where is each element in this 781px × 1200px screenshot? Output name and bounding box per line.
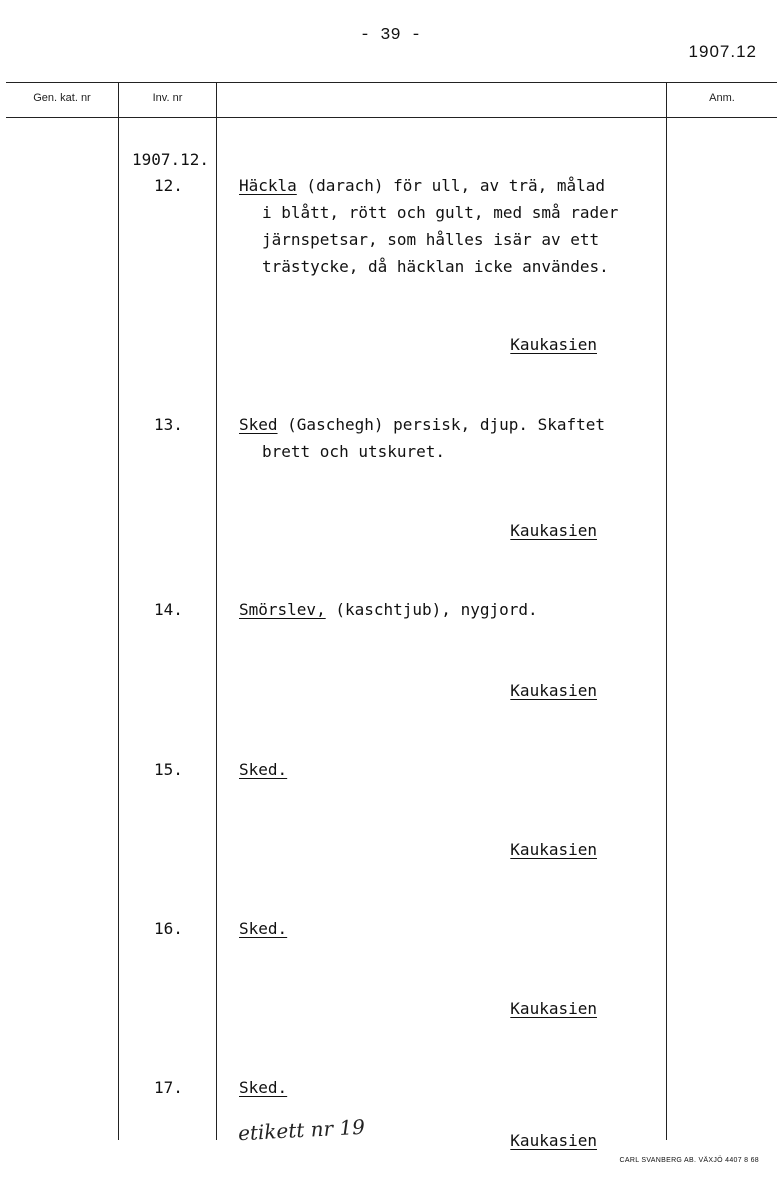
region-label: Kaukasien xyxy=(510,521,597,540)
entry-description xyxy=(239,915,287,942)
reference-number: 1907.12 xyxy=(688,42,757,61)
printer-mark: CARL SVANBERG AB. VÄXJÖ 4407 8 68 xyxy=(619,1157,759,1164)
inventory-number: 13. xyxy=(154,415,183,434)
region-label: Kaukasien xyxy=(510,999,597,1018)
region-label: Kaukasien xyxy=(510,335,597,354)
entry-description xyxy=(239,756,287,783)
entry-title: Sked. xyxy=(239,919,288,938)
entry-line: i blått, rött och gult, med små rader xyxy=(262,203,619,222)
page-number: - 39 - xyxy=(359,26,422,45)
inventory-number: 12. xyxy=(154,176,183,195)
entry-description xyxy=(239,1074,287,1101)
entry-line: (darach) för ull, av trä, målad xyxy=(296,176,606,195)
entry-line: (Gaschegh) persisk, djup. Skaftet xyxy=(277,415,606,434)
entry-title: Sked. xyxy=(239,1078,288,1097)
entry-description xyxy=(239,596,538,623)
entry-title: Smörslev, xyxy=(239,600,326,619)
handwritten-note: etikett nr 19 xyxy=(237,1114,366,1146)
inventory-number: 14. xyxy=(154,600,183,619)
column-divider-3 xyxy=(666,82,667,1140)
inventory-number: 16. xyxy=(154,919,183,938)
entry-title: Sked xyxy=(239,415,278,434)
entry-line: (kaschtjub), nygjord. xyxy=(325,600,538,619)
entry-description xyxy=(239,411,605,438)
column-header-inv: Inv. nr xyxy=(152,92,183,104)
column-header-anm: Anm. xyxy=(709,92,735,104)
entry-description xyxy=(239,172,605,199)
region-label: Kaukasien xyxy=(510,1131,597,1150)
region-label: Kaukasien xyxy=(510,681,597,700)
inventory-number: 17. xyxy=(154,1078,183,1097)
column-header-gen-kat: Gen. kat. nr xyxy=(33,92,91,104)
header-top-rule xyxy=(6,82,777,83)
header-bottom-rule xyxy=(6,117,777,118)
entry-title: Häckla xyxy=(239,176,297,195)
entry-line: trästycke, då häcklan icke användes. xyxy=(262,257,609,276)
region-label: Kaukasien xyxy=(510,840,597,859)
inventory-number: 15. xyxy=(154,760,183,779)
entry-line: järnspetsar, som hålles isär av ett xyxy=(262,230,600,249)
entry-title: Sked. xyxy=(239,760,288,779)
entry-line: brett och utskuret. xyxy=(262,442,446,461)
inventory-date: 1907.12. xyxy=(132,150,210,169)
column-divider-1 xyxy=(118,82,119,1140)
